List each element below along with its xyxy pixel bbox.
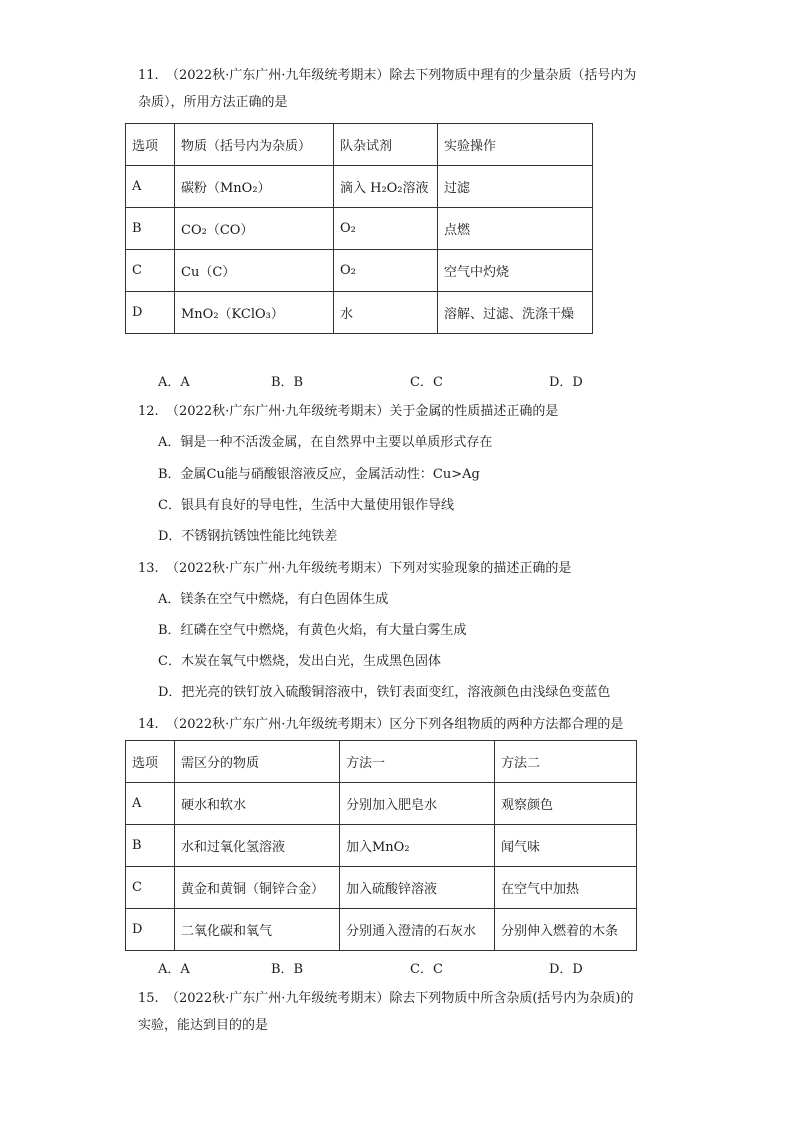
table-cell: 加入硫酸锌溶液: [340, 867, 495, 909]
q11-choices: [158, 371, 598, 391]
table-cell: 黄金和黄铜（铜锌合金）: [175, 867, 340, 909]
table-cell: CO₂（CO）: [175, 208, 334, 250]
table-cell: 二氧化碳和氧气: [175, 909, 340, 951]
table-cell: B: [126, 208, 175, 250]
question-stem-line2: 实验，能达到目的的是: [138, 1018, 269, 1033]
question-14: [138, 711, 668, 738]
question-stem: （2022秋·广东广州·九年级统考期末）区分下列各组物质的两种方法都合理的是: [166, 717, 624, 732]
table-cell: 水: [334, 292, 438, 334]
table-row: [126, 825, 637, 867]
table-cell: C: [126, 250, 175, 292]
table-cell: C: [126, 867, 175, 909]
q12-option-d[interactable]: D．不锈钢抗锈蚀性能比纯铁差: [158, 529, 338, 544]
q13-option-d[interactable]: D．把光亮的铁钉放入硫酸铜溶液中，铁钉表面变红，溶液颜色由浅绿色变蓝色: [158, 685, 611, 700]
table-cell: 分别伸入燃着的木条: [495, 909, 637, 951]
q12-option-a[interactable]: A．铜是一种不活泼金属，在自然界中主要以单质形式存在: [158, 435, 493, 450]
table-cell: O₂: [334, 208, 438, 250]
question-number: 14.: [138, 717, 159, 732]
question-15: [138, 985, 668, 1039]
table-cell: 分别加入肥皂水: [340, 783, 495, 825]
q11-table: [125, 123, 593, 334]
question-11: [138, 62, 668, 116]
question-12: [138, 398, 668, 425]
table-row: [126, 250, 593, 292]
q14-choices: [158, 958, 598, 978]
choice-a[interactable]: A．A: [158, 375, 190, 390]
table-cell: 硬水和软水: [175, 783, 340, 825]
choice-b[interactable]: B．B: [271, 375, 304, 390]
table-row: [126, 166, 593, 208]
table-cell: 加入MnO₂: [340, 825, 495, 867]
q14-table: [125, 740, 637, 951]
question-stem: （2022秋·广东广州·九年级统考期末）关于金属的性质描述正确的是: [166, 404, 559, 419]
table-header-row: [126, 124, 593, 166]
table-cell: 滴入 H₂O₂溶液: [334, 166, 438, 208]
question-number: 11.: [138, 68, 159, 83]
q13-option-b[interactable]: B．红磷在空气中燃烧，有黄色火焰，有大量白雾生成: [158, 623, 467, 638]
choice-c[interactable]: C．C: [410, 962, 443, 977]
table-cell: 空气中灼烧: [438, 250, 593, 292]
question-number: 12.: [138, 404, 159, 419]
table-row: [126, 208, 593, 250]
q12-option-b[interactable]: B．金属Cu能与硝酸银溶液反应，金属活动性：Cu>Ag: [158, 467, 480, 482]
question-stem-line1: （2022秋·广东广州·九年级统考期末）除去下列物质中理有的少量杂质（括号内为: [166, 68, 637, 83]
q13-option-a[interactable]: A．镁条在空气中燃烧，有白色固体生成: [158, 592, 389, 607]
table-cell: 水和过氧化氢溶液: [175, 825, 340, 867]
table-cell: O₂: [334, 250, 438, 292]
table-cell: 过滤: [438, 166, 593, 208]
table-cell: 闻气味: [495, 825, 637, 867]
q12-option-c[interactable]: C．银具有良好的导电性，生活中大量使用银作导线: [158, 498, 454, 513]
table-cell: D: [126, 909, 175, 951]
table-cell: 在空气中加热: [495, 867, 637, 909]
table-cell: 观察颜色: [495, 783, 637, 825]
table-cell: D: [126, 292, 175, 334]
choice-d[interactable]: D．D: [549, 962, 583, 977]
question-number: 15.: [138, 991, 159, 1006]
table-header-cell: 选项: [126, 741, 175, 783]
choice-c[interactable]: C．C: [410, 375, 443, 390]
table-header-cell: 队杂试剂: [334, 124, 438, 166]
question-stem-line1: （2022秋·广东广州·九年级统考期末）除去下列物质中所含杂质(括号内为杂质)的: [166, 991, 634, 1006]
question-stem-line2: 杂质），所用方法正确的是: [138, 95, 288, 110]
table-cell: 碳粉（MnO₂）: [175, 166, 334, 208]
table-cell: B: [126, 825, 175, 867]
choice-a[interactable]: A．A: [158, 962, 190, 977]
choice-d[interactable]: D．D: [549, 375, 583, 390]
table-cell: Cu（C）: [175, 250, 334, 292]
table-header-cell: 方法二: [495, 741, 637, 783]
table-cell: A: [126, 783, 175, 825]
table-row: [126, 783, 637, 825]
table-row: [126, 292, 593, 334]
table-header-cell: 需区分的物质: [175, 741, 340, 783]
table-row: [126, 909, 637, 951]
table-header-cell: 方法一: [340, 741, 495, 783]
question-number: 13.: [138, 561, 159, 576]
table-cell: 溶解、过滤、洗涤干燥: [438, 292, 593, 334]
table-header-cell: 实验操作: [438, 124, 593, 166]
q13-option-c[interactable]: C．木炭在氧气中燃烧，发出白光，生成黑色固体: [158, 654, 441, 669]
table-cell: 分别通入澄清的石灰水: [340, 909, 495, 951]
table-header-cell: 选项: [126, 124, 175, 166]
choice-b[interactable]: B．B: [271, 962, 304, 977]
table-header-cell: 物质（括号内为杂质）: [175, 124, 334, 166]
question-13: [138, 555, 668, 582]
table-row: [126, 867, 637, 909]
table-cell: A: [126, 166, 175, 208]
question-stem: （2022秋·广东广州·九年级统考期末）下列对实验现象的描述正确的是: [166, 561, 572, 576]
table-cell: MnO₂（KClO₃）: [175, 292, 334, 334]
table-header-row: [126, 741, 637, 783]
table-cell: 点燃: [438, 208, 593, 250]
